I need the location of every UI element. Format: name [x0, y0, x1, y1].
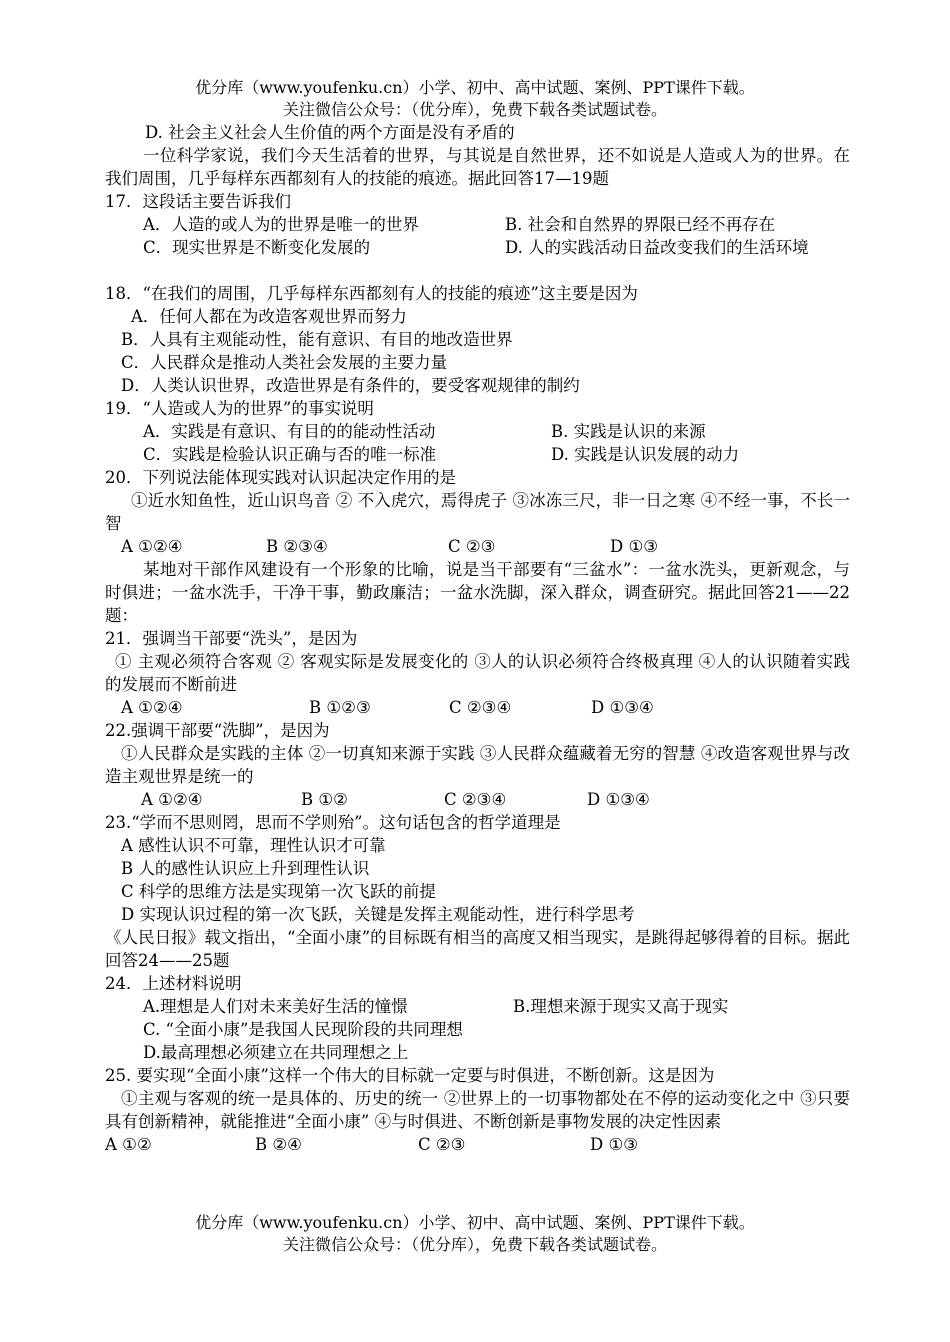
- q23-option-a: A 感性认识不可靠，理性认识才可靠: [121, 836, 386, 855]
- q21-option-b: B ①②③: [309, 698, 371, 717]
- q23-option-c: C 科学的思维方法是实现第一次飞跃的前提: [121, 882, 436, 901]
- footer-line-1: 优分库（www.youfenku.cn）小学、初中、高中试题、案例、PPT课件下载。: [195, 1213, 755, 1232]
- q18-option-d: D．人类认识世界，改造世界是有条件的，要受客观规律的制约: [121, 376, 580, 395]
- q19-option-d: D. 实践是认识发展的动力: [551, 445, 740, 464]
- q22-items: ①人民群众是实践的主体 ②一切真知来源于实践 ③人民群众蕴藏着无穷的智慧 ④改造客观世界与改造主观世界是统一的: [105, 744, 850, 786]
- q21-stem: 21．强调当干部要“洗头”，是因为: [105, 629, 358, 648]
- passage-2: 某地对干部作风建设有一个形象的比喻，说是当干部要有“三盆水”：一盆水洗头，更新观念，与时俱进；一盆水洗手，干净干事，勤政廉洁；一盆水洗脚，深入群众，调查研究。据此回答21——22题：: [105, 560, 850, 625]
- q25-option-d: D ①③: [590, 1135, 639, 1154]
- q22-stem: 22.强调干部要“洗脚”，是因为: [105, 721, 330, 740]
- q22-option-b: B ①②: [301, 790, 348, 809]
- q23-stem: 23.“学而不思则罔，思而不学则殆”。这句话包含的哲学道理是: [105, 813, 561, 832]
- passage-3: 《人民日报》载文指出，“全面小康”的目标既有相当的高度又相当现实，是跳得起够得着的目标。据此回答24——25题: [105, 928, 850, 970]
- q18-option-b: B．人具有主观能动性，能有意识、有目的地改造世界: [121, 330, 513, 349]
- option-d-previous: D. 社会主义社会人生价值的两个方面是没有矛盾的: [145, 123, 515, 142]
- q21-items: ① 主观必须符合客观 ② 客观实际是发展变化的 ③人的认识必须符合终极真理 ④人的认识随着实践的发展而不断前进: [105, 652, 850, 694]
- q17-option-b: B. 社会和自然界的界限已经不再存在: [505, 215, 776, 234]
- header-line-1: 优分库（www.youfenku.cn）小学、初中、高中试题、案例、PPT课件下载。: [195, 78, 755, 97]
- q19-option-a: A．实践是有意识、有目的的能动性活动: [143, 422, 436, 441]
- q22-option-d: D ①③④: [587, 790, 650, 809]
- q25-option-a: A ①②: [105, 1135, 152, 1154]
- q19-option-c: C．实践是检验认识正确与否的唯一标准: [143, 445, 437, 464]
- q24-option-c: C. “全面小康”是我国人民现阶段的共同理想: [143, 1020, 463, 1039]
- q20-stem: 20．下列说法能体现实践对认识起决定作用的是: [105, 468, 456, 487]
- q25-option-b: B ②④: [255, 1135, 302, 1154]
- q18-stem: 18．“在我们的周围，几乎每样东西都刻有人的技能的痕迹”这主要是因为: [105, 284, 638, 303]
- q22-option-c: C ②③④: [444, 790, 507, 809]
- question-content: [105, 121, 850, 1156]
- q21-option-c: C ②③④: [449, 698, 512, 717]
- q21-option-d: D ①③④: [591, 698, 654, 717]
- q22-option-a: A ①②④: [141, 790, 203, 809]
- q24-option-b: B.理想来源于现实又高于现实: [513, 997, 729, 1016]
- q23-option-d: D 实现认识过程的第一次飞跃，关键是发挥主观能动性，进行科学思考: [121, 905, 635, 924]
- q24-stem: 24．上述材料说明: [105, 974, 242, 993]
- q25-items: ①主观与客观的统一是具体的、历史的统一 ②世界上的一切事物都处在不停的运动变化之中 ③只要具有创新精神，就能推进“全面小康” ④与时俱进、不断创新是事物发展的决定性因素: [105, 1089, 850, 1131]
- q20-option-b: B ②③④: [266, 537, 328, 556]
- q24-option-a: A.理想是人们对未来美好生活的憧憬: [143, 997, 408, 1016]
- page-footer: [0, 1212, 950, 1256]
- header-line-2: 关注微信公众号：（优分库），免费下载各类试题试卷。: [282, 100, 667, 119]
- q20-option-a: A ①②④: [121, 537, 183, 556]
- q17-option-d: D. 人的实践活动日益改变我们的生活环境: [505, 238, 809, 257]
- q20-items: ①近水知鱼性，近山识鸟音 ② 不入虎穴，焉得虎子 ③冰冻三尺，非一日之寒 ④不经一事，不长一智: [105, 491, 850, 533]
- q18-option-a: A．任何人都在为改造客观世界而努力: [131, 307, 407, 326]
- q19-stem: 19．“人造或人为的世界”的事实说明: [105, 399, 374, 418]
- q20-option-c: C ②③: [448, 537, 496, 556]
- q25-option-c: C ②③: [418, 1135, 466, 1154]
- page-header: [0, 77, 950, 121]
- q17-option-c: C．现实世界是不断变化发展的: [143, 238, 371, 257]
- q25-stem: 25. 要实现“全面小康”这样一个伟大的目标就一定要与时俱进，不断创新。这是因为: [105, 1066, 715, 1085]
- q18-option-c: C．人民群众是推动人类社会发展的主要力量: [121, 353, 448, 372]
- q20-option-d: D ①③: [610, 537, 659, 556]
- q21-option-a: A ①②④: [121, 698, 183, 717]
- q24-option-d: D.最高理想必须建立在共同理想之上: [143, 1043, 409, 1062]
- q17-option-a: A．人造的或人为的世界是唯一的世界: [143, 215, 419, 234]
- footer-line-2: 关注微信公众号：（优分库），免费下载各类试题试卷。: [282, 1235, 667, 1254]
- q19-option-b: B. 实践是认识的来源: [551, 422, 706, 441]
- q17-stem: 17．这段话主要告诉我们: [105, 192, 291, 211]
- passage-1: 一位科学家说，我们今天生活着的世界，与其说是自然世界，还不如说是人造或人为的世界。在我们周围，几乎每样东西都刻有人的技能的痕迹。据此回答17—19题: [105, 146, 850, 188]
- q23-option-b: B 人的感性认识应上升到理性认识: [121, 859, 370, 878]
